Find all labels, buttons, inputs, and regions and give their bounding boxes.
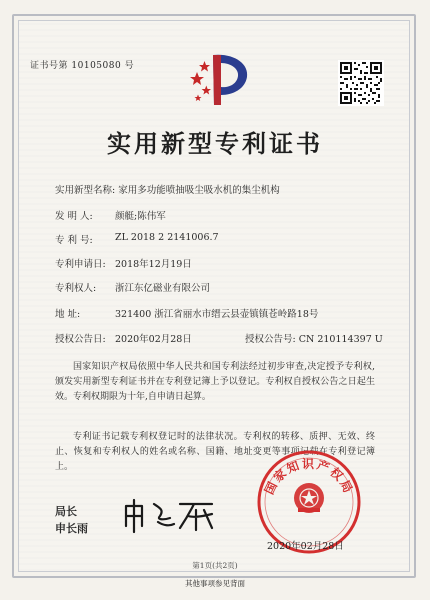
utility-model-name-value: 家用多功能喷抽吸尘吸水机的集尘机构 <box>118 185 280 196</box>
seal-text: 国家知识产权局 <box>262 457 356 497</box>
certificate-number-label: 证书号第 <box>30 61 69 71</box>
page-number: 第1页(共2页) <box>192 561 238 570</box>
cnipa-logo-icon <box>183 45 255 109</box>
utility-model-name-field <box>55 182 280 196</box>
grant-date-value: 2020年02月28日 <box>115 334 192 345</box>
address-label: 地 址: <box>55 309 81 320</box>
grant-date-label: 授权公告日: <box>55 334 106 345</box>
director-title-label: 局长 <box>55 505 77 518</box>
seal-date: 2020年02月28日 <box>267 541 344 552</box>
handwritten-signature-icon <box>120 496 220 534</box>
footer-note: 其他事项参见背面 <box>185 579 245 588</box>
qr-code-icon <box>338 60 384 106</box>
publication-number-label: 授权公告号: <box>245 334 296 345</box>
publication-number-value: CN 210114397 U <box>298 334 383 345</box>
certificate-title: 实用新型专利证书 <box>107 130 323 158</box>
utility-model-name-label: 实用新型名称: <box>55 185 116 196</box>
certificate-number-value: 10105080 <box>71 61 122 71</box>
certificate-number <box>30 58 134 71</box>
certificate-number-suffix: 号 <box>124 61 135 71</box>
address-value: 321400 浙江省丽水市缙云县壶镇镇苍岭路18号 <box>115 309 319 320</box>
patent-number-label: 专 利 号: <box>55 235 93 246</box>
inventor-label: 发 明 人: <box>55 211 93 222</box>
application-date-label: 专利申请日: <box>55 259 106 270</box>
grant-statement-paragraph: 国家知识产权局依照中华人民共和国专利法经过初步审查,决定授予专利权,颁发实用新型专利证书并在专利登记簿上予以登记。专利权自授权公告之日起生效。专利权期限为十年,自申请日起算。 <box>55 362 375 402</box>
publication-number-field <box>245 331 383 345</box>
patentee-label: 专利权人: <box>55 283 97 294</box>
patent-number-value: ZL 2018 2 2141006.7 <box>115 232 219 243</box>
director-name-label: 申长雨 <box>55 522 88 535</box>
legal-status-paragraph: 专利证书记载专利权登记时的法律状况。专利权的转移、质押、无效、终止、恢复和专利权人的姓名或名称、国籍、地址变更等事项记载在专利登记簿上。 <box>55 432 375 472</box>
application-date-value: 2018年12月19日 <box>115 259 192 270</box>
inventor-value: 颜艇;陈伟军 <box>115 211 166 222</box>
patentee-value: 浙江东亿磁业有限公司 <box>115 283 211 294</box>
